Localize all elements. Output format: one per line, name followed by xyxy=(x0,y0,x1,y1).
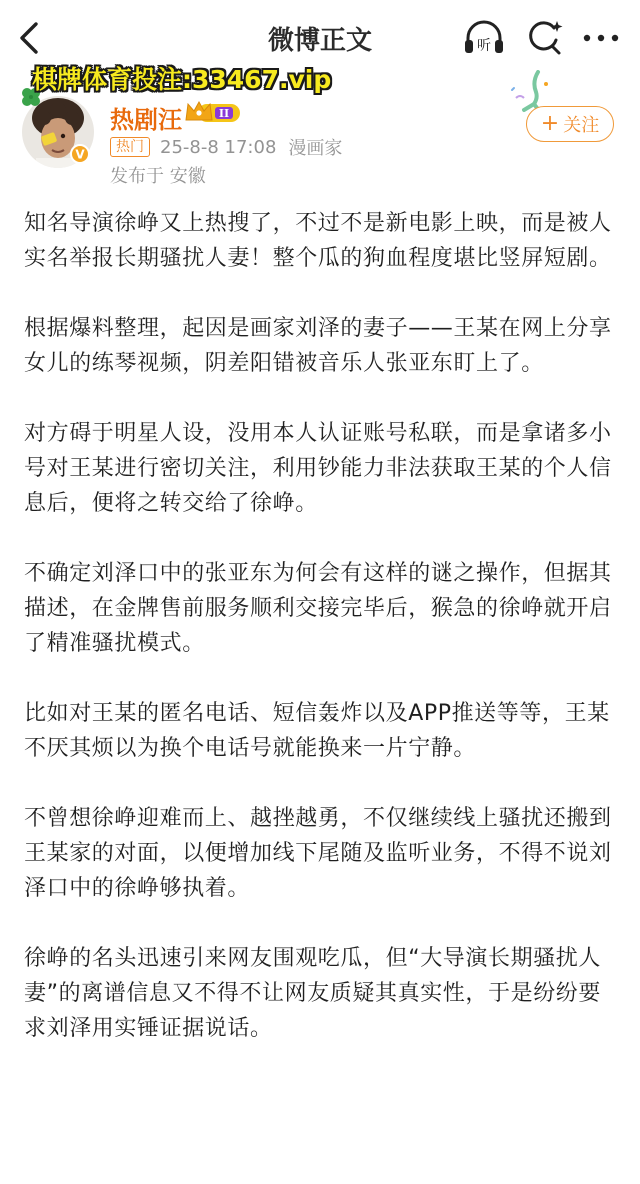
post-meta-row xyxy=(110,134,342,160)
verified-badge-icon xyxy=(70,144,90,164)
page-title: 微博正文 xyxy=(267,26,372,56)
article-paragraph: 知名导演徐峥又上热搜了，不过不是新电影上映，而是被人实名举报长期骚扰人妻！整个瓜的狗血程度堪比竖屏短剧。 xyxy=(24,211,612,271)
article-paragraph: 根据爆料整理，起因是画家刘泽的妻子——王某在网上分享女儿的练琴视频，阴差阳错被音乐人张亚东盯上了。 xyxy=(24,316,612,376)
watermark-text: 棋牌体育投注:33467.vip xyxy=(32,65,332,94)
article-paragraph: 不确定刘泽口中的张亚东为何会有这样的谜之操作，但据其描述，在金牌售前服务顺利交接完毕后，猴急的徐峥就开启了精准骚扰模式。 xyxy=(24,561,612,656)
author-name[interactable]: 热剧汪 xyxy=(110,106,182,134)
author-header xyxy=(0,84,640,194)
back-button[interactable] xyxy=(14,18,46,58)
more-button[interactable] xyxy=(580,22,622,54)
article-paragraph: 对方碍于明星人设，没用本人认证账号私联，而是拿诸多小号对王某进行密切关注，利用钞能力非法获取王某的个人信息后，便将之转交给了徐峥。 xyxy=(24,421,612,516)
article-paragraph: 徐峥的名头迅速引来网友围观吃瓜，但“大导演长期骚扰人妻”的离谱信息又不得不让网友质疑其真实性，于是纷纷要求刘泽用实锤证据说话。 xyxy=(24,946,601,1041)
crown-badge-icon xyxy=(184,98,242,126)
post-source: 漫画家 xyxy=(288,138,343,159)
plus-icon: + xyxy=(540,111,560,136)
member-level-badge xyxy=(184,98,242,126)
svg-text:V: V xyxy=(75,147,85,162)
listen-button[interactable] xyxy=(462,18,506,58)
article-paragraph: 不曾想徐峥迎难而上、越挫越勇，不仅继续线上骚扰还搬到王某家的对面，以便增加线下尾随及监听业务，不得不说刘泽口中的徐峥够执着。 xyxy=(24,806,612,901)
hot-tag: 热门 xyxy=(110,137,150,157)
search-spark-icon xyxy=(524,18,564,58)
post-location: 发布于 安徽 xyxy=(110,166,206,187)
headphones-icon xyxy=(462,18,506,58)
follow-label: 关注 xyxy=(563,115,600,136)
chevron-left-icon xyxy=(14,18,46,58)
article-body xyxy=(24,206,620,1081)
search-refresh-button[interactable] xyxy=(524,18,564,58)
member-level-text: II xyxy=(218,107,230,120)
more-dots-icon xyxy=(580,22,622,54)
post-time: 25-8-8 17:08 xyxy=(160,136,277,158)
follow-button[interactable] xyxy=(526,106,614,142)
article-paragraph: 比如对王某的匿名电话、短信轰炸以及APP推送等等，王某不厌其烦以为换个电话号就能换来一片宁静。 xyxy=(24,701,610,761)
listen-label: 听 xyxy=(477,38,491,54)
